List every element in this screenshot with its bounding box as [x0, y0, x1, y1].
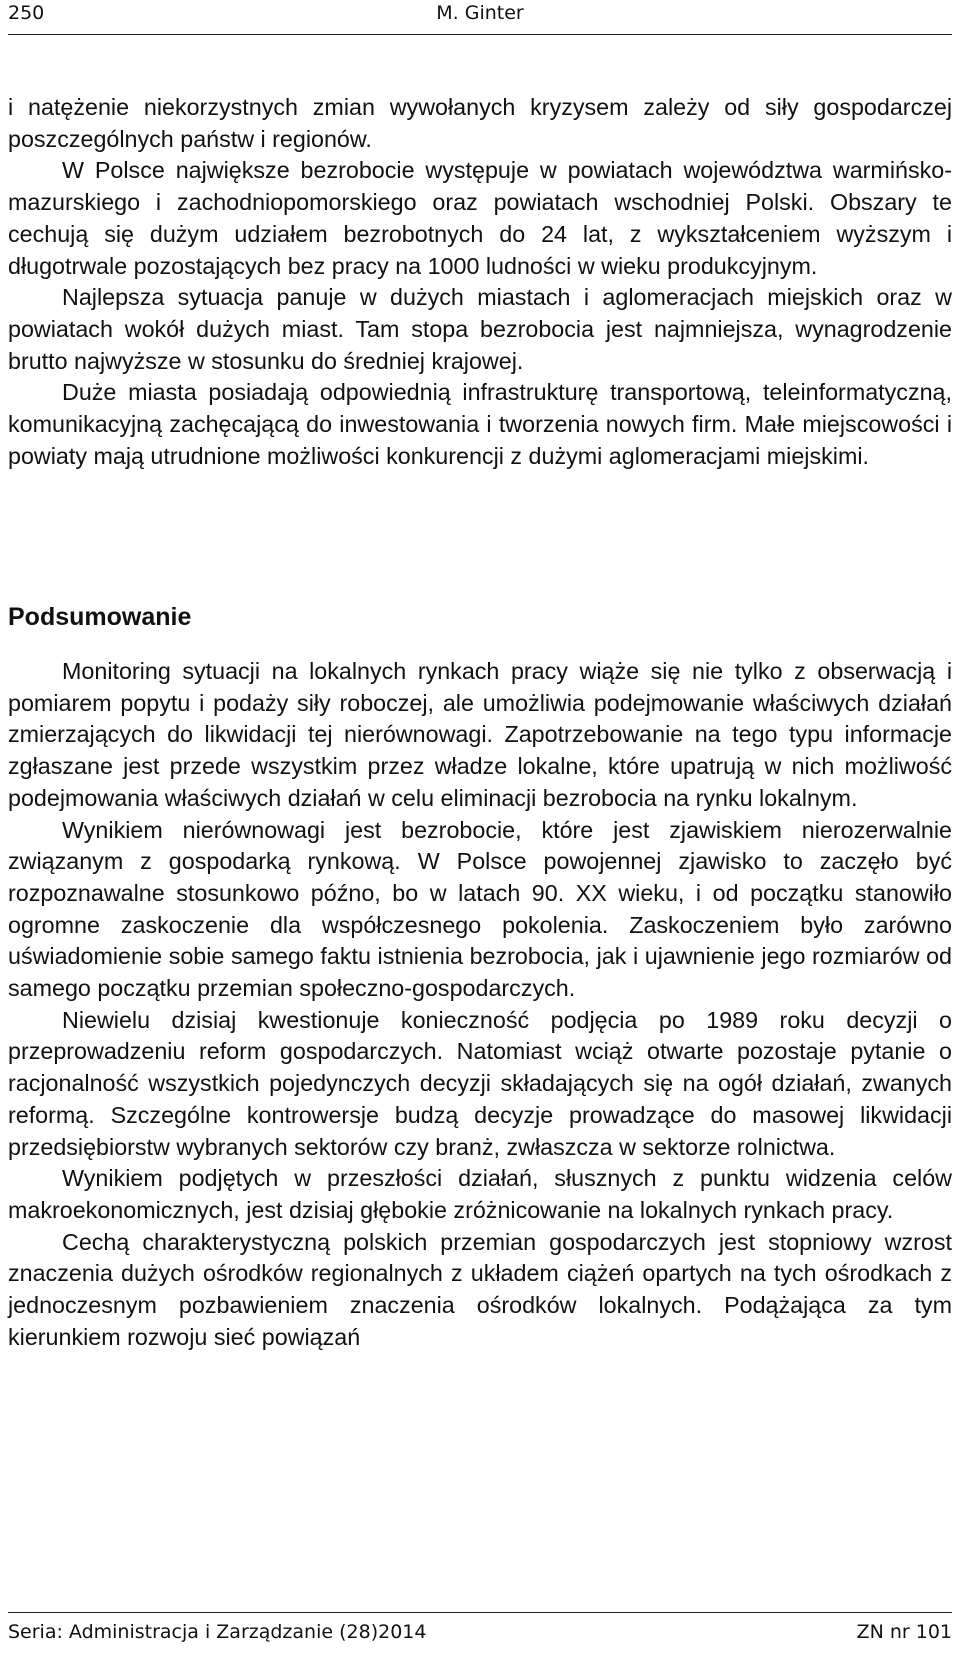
summary-paragraph-2: Wynikiem nierównowagi jest bezrobocie, które jest zjawiskiem nierozerwalnie związanym z gospodarką rynkową. W Polsce powojennej zjawisko to zaczęło być rozpoznawalne stosunkowo późno, bo w latach 90. XX wieku, i od początku stanowiło ogromne zaskoczenie dla współczesnego pokolenia. Zaskoczeniem było zarówno uświadomienie sobie samego faktu istnienia bezrobocia, jak i ujawnienie jego rozmiarów od samego początku przemian społeczno-gospodarczych. [8, 816, 952, 1002]
issue-number: ZN nr 101 [856, 1621, 952, 1643]
summary-section [8, 656, 952, 1353]
running-header-author: M. Ginter [436, 2, 524, 24]
summary-paragraph-3: Niewielu dzisiaj kwestionuje konieczność podjęcia po 1989 roku decyzji o przeprowadzeniu reform gospodarczych. Natomiast wciąż otwarte pozostaje pytanie o racjonalność wszystkich pojedynczych decyzji składających się na ogół działań, zwanych reformą. Szczególne kontrowersje budzą decyzje prowadzące do masowej likwidacji przedsiębiorstw wybranych sektorów czy branż, zwłaszcza w sektorze rolnictwa. [8, 1006, 952, 1160]
body-paragraph-1: i natężenie niekorzystnych zmian wywołanych kryzysem zależy od siły gospodarczej poszczególnych państw i regionów. [8, 94, 952, 152]
page-header [8, 0, 952, 35]
page-footer [8, 1612, 952, 1643]
summary-paragraph-4: Wynikiem podjętych w przeszłości działań, słusznych z punktu widzenia celów makroekonomicznych, jest dzisiaj głębokie zróżnicowanie na lokalnych rynkach pracy. [8, 1165, 952, 1223]
summary-paragraph-1: Monitoring sytuacji na lokalnych rynkach pracy wiąże się nie tylko z obserwacją i pomiarem popytu i podaży siły roboczej, ale umożliwia podejmowanie właściwych działań zmierzających do likwidacji tej nierównowagi. Zapotrzebowanie na tego typu informacje zgłaszane jest przede wszystkim przez władze lokalne, które upatrują w nich możliwość podejmowania właściwych działań w celu eliminacji bezrobocia na rynku lokalnym. [8, 658, 952, 811]
section-heading: Podsumowanie [8, 603, 192, 631]
series-title: Seria: Administracja i Zarządzanie (28)2014 [8, 1621, 427, 1643]
summary-paragraph-5: Cechą charakterystyczną polskich przemian gospodarczych jest stopniowy wzrost znaczenia dużych ośrodków regionalnych z układem ciążeń opartych na tych ośrodkach z jednoczesnym pozbawieniem znaczenia ośrodków lokalnych. Podążająca za tym kierunkiem rozwoju sieć powiązań [8, 1228, 952, 1350]
body-paragraph-4: Duże miasta posiadają odpowiednią infrastrukturę transportową, teleinformatyczną, komunikacyjną zachęcającą do inwestowania i tworzenia nowych firm. Małe miejscowości i powiaty mają utrudnione możliwości konkurencji z dużymi aglomeracjami miejskimi. [8, 379, 952, 469]
page-number: 250 [8, 2, 45, 24]
body-paragraph-3: Najlepsza sytuacja panuje w dużych miastach i aglomeracjach miejskich oraz w powiatach wokół dużych miast. Tam stopa bezrobocia jest najmniejsza, wynagrodzenie brutto najwyższe w stosunku do średniej krajowej. [8, 284, 952, 374]
body-paragraph-2: W Polsce największe bezrobocie występuje w powiatach województwa warmińsko-mazurskiego i zachodniopomorskiego oraz powiatach wschodniej Polski. Obszary te cechują się dużym udziałem bezrobotnych do 24 lat, z wykształceniem wyższym i długotrwale pozostających bez pracy na 1000 ludności w wieku produkcyjnym. [8, 157, 952, 279]
article-body [8, 92, 952, 472]
